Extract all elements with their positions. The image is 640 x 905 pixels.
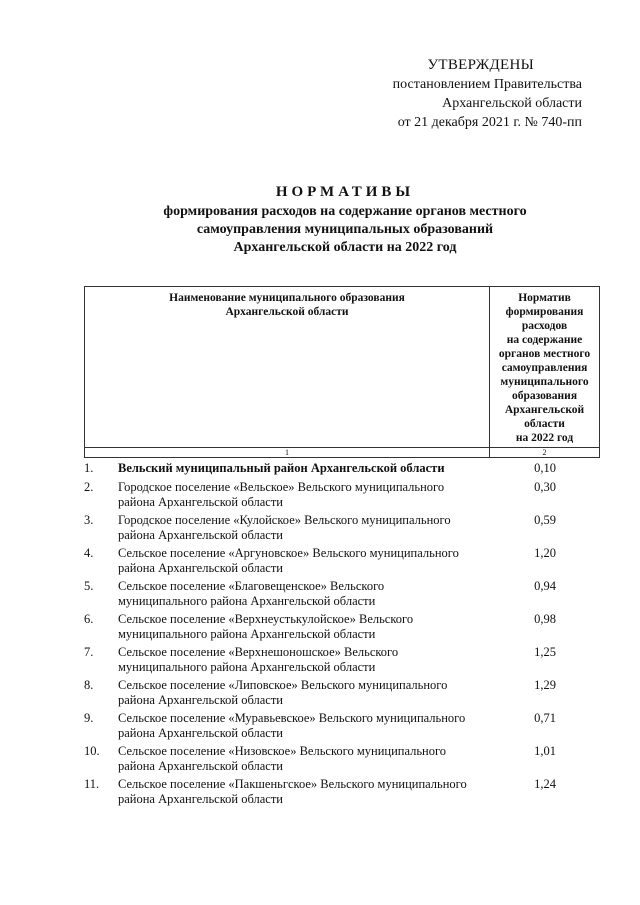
table-row [84,513,600,543]
header-line: формирования [505,306,584,318]
row-number: 2. [84,480,94,494]
row-name-line: муниципального района Архангельской области [118,660,376,674]
row-value: 0,98 [534,612,556,626]
header-line: самоуправления [501,362,588,374]
header-line: органов местного [498,348,591,360]
row-name-line: района Архангельской области [118,759,283,773]
row-name [118,777,490,807]
row-name [118,645,490,675]
document-title [0,183,640,257]
row-value: 1,24 [534,777,556,791]
row-name [118,711,490,741]
row-name-line: Городское поселение «Кулойское» Вельского муниципального [118,513,451,527]
row-value: 1,29 [534,678,556,692]
row-name-line: района Архангельской области [118,693,283,707]
approval-line: Архангельской области [442,96,582,111]
row-name [118,744,490,774]
row-value: 1,25 [534,645,556,659]
table-row [84,612,600,642]
row-number: 3. [84,513,94,527]
row-value: 0,59 [534,513,556,527]
title-line: формирования расходов на содержание органов местного [163,204,527,219]
header-line: муниципального [500,376,589,388]
column-number: 1 [85,448,490,458]
header-line: Архангельской области [225,306,349,318]
row-number: 4. [84,546,94,560]
row-name [118,480,490,510]
table-row [84,645,600,675]
row-name [118,461,490,476]
header-line: образования [511,390,578,402]
row-name-line: Сельское поселение «Аргуновское» Вельского муниципального [118,546,459,560]
row-number: 6. [84,612,94,626]
table-row [84,678,600,708]
row-number: 7. [84,645,94,659]
table-row [84,480,600,510]
row-number: 10. [84,744,100,758]
row-value: 0,30 [534,480,556,494]
approval-line: от 21 декабря 2021 г. № 740-пп [397,115,582,130]
table-row [84,461,600,476]
row-name-line: района Архангельской области [118,495,283,509]
column-number: 2 [490,448,600,458]
header-line: Наименование муниципального образования [169,292,405,304]
header-line: области [524,418,565,430]
table-row [84,777,600,807]
row-number: 11. [84,777,100,791]
approval-stamp [342,56,582,132]
header-line: на 2022 год [515,432,574,444]
row-number: 8. [84,678,94,692]
row-name-line: Сельское поселение «Низовское» Вельского муниципального [118,744,447,758]
column-header-name [85,287,490,448]
approval-line: постановлением Правительства [392,77,582,92]
row-value: 0,71 [534,711,556,725]
header-line: на содержание [506,334,583,346]
row-name-line: Сельское поселение «Благовещенское» Вельского [118,579,385,593]
row-name [118,513,490,543]
row-name-line: Сельское поселение «Липовское» Вельского муниципального [118,678,448,692]
table-row [84,744,600,774]
table-body [84,461,600,807]
table-header [84,286,600,458]
row-name-line: Вельский муниципальный район Архангельской области [118,461,445,475]
row-name-line: района Архангельской области [118,726,283,740]
row-name [118,579,490,609]
row-name-line: Сельское поселение «Верхнешоношское» Вельского [118,645,399,659]
title-line: Архангельской области на 2022 год [233,240,457,255]
row-name-line: муниципального района Архангельской области [118,627,376,641]
title-line: самоуправления муниципальных образований [196,222,494,237]
header-line: Архангельской [504,404,585,416]
title-main: НОРМАТИВЫ [275,184,415,200]
row-name-line: Сельское поселение «Муравьевское» Вельского муниципального [118,711,466,725]
row-number: 5. [84,579,94,593]
row-name-line: Сельское поселение «Верхнеустькулойское» Вельского [118,612,414,626]
row-value: 0,94 [534,579,556,593]
row-number: 9. [84,711,94,725]
table-row [84,579,600,609]
row-name [118,678,490,708]
row-name-line: Городское поселение «Вельское» Вельского муниципального [118,480,445,494]
table-row [84,711,600,741]
row-name-line: района Архангельской области [118,561,283,575]
row-name-line: района Архангельской области [118,528,283,542]
column-header-norm [490,287,600,448]
row-name-line: муниципального района Архангельской области [118,594,376,608]
row-value: 1,20 [534,546,556,560]
row-name-line: района Архангельской области [118,792,283,806]
approval-heading: УТВЕРЖДЕНЫ [427,57,534,73]
table-row [84,546,600,576]
row-number: 1. [84,461,94,475]
row-value: 0,10 [534,461,556,475]
row-name [118,546,490,576]
row-name [118,612,490,642]
row-name-line: Сельское поселение «Пакшеньгское» Вельского муниципального [118,777,467,791]
row-value: 1,01 [534,744,556,758]
header-line: расходов [521,320,568,332]
header-line: Норматив [518,292,571,304]
